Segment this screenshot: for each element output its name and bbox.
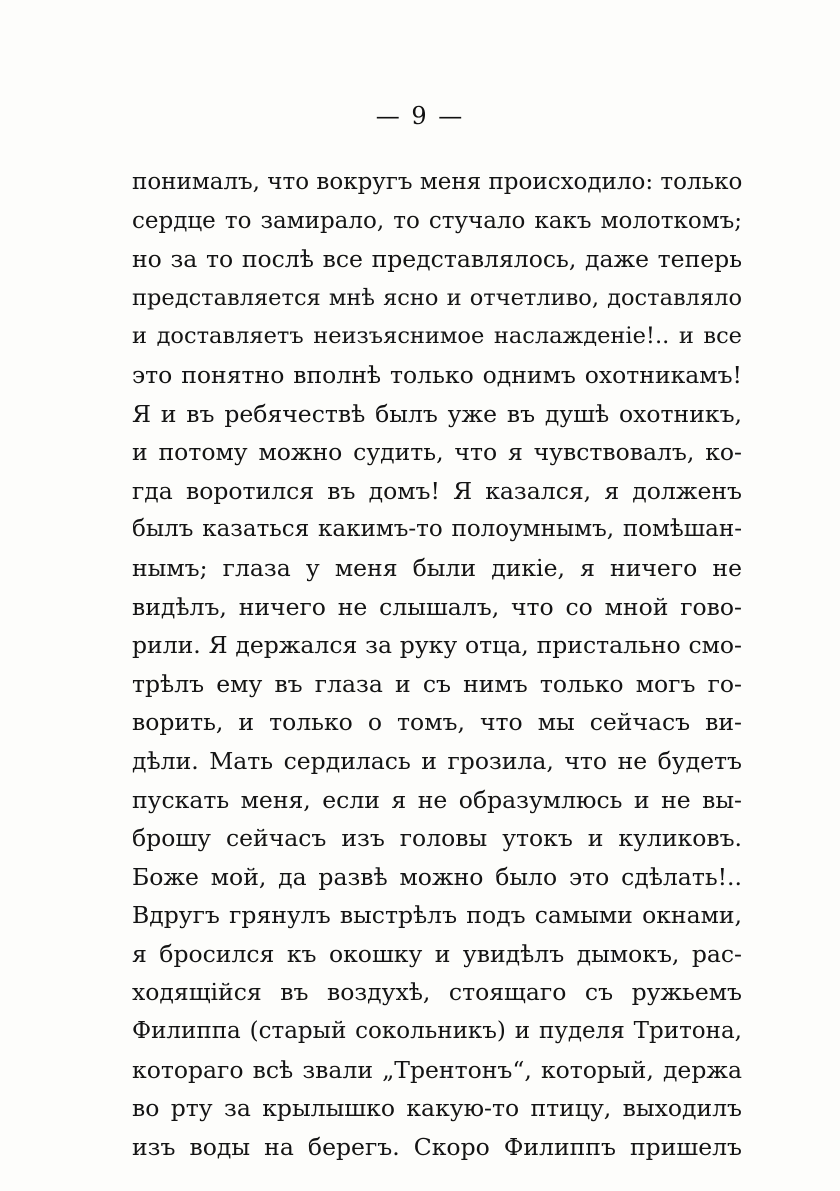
text-line: во рту за крылышко какую-то птицу, выходилъ <box>132 1094 742 1123</box>
text-line: и потому можно судить, что я чувствовалъ, ко- <box>132 438 742 467</box>
text-line: былъ казаться какимъ-то полоумнымъ, помѣшан- <box>132 516 742 543</box>
text-line: Я и въ ребячествѣ былъ уже въ душѣ охотникъ, <box>132 399 742 428</box>
text-line: брошу сейчасъ изъ головы утокъ и куликовъ. <box>132 824 742 853</box>
text-line: Вдругъ грянулъ выстрѣлъ подъ самыми окнами, <box>132 901 742 930</box>
text-line: пускать меня, если я не образумлюсь и не вы- <box>132 785 742 814</box>
text-line: гда воротился въ домъ! Я казался, я долженъ <box>132 476 742 505</box>
text-line: дѣли. Мать сердилась и грозила, что не будетъ <box>132 746 742 775</box>
page-number: — 9 — <box>375 102 465 130</box>
text-line: трѣлъ ему въ глаза и съ нимъ только могъ го- <box>132 669 742 698</box>
text-line: и доставляетъ неизъяснимое наслажденіе!.. и все <box>132 323 742 350</box>
text-line: представляется мнѣ ясно и отчетливо, доставляло <box>132 284 742 311</box>
text-line: сердце то замирало, то стучало какъ молоткомъ; <box>132 207 742 234</box>
text-line: котораго всѣ звали „Трентонъ“, который, держа <box>132 1055 742 1084</box>
text-line: изъ воды на берегъ. Скоро Филиппъ пришелъ <box>132 1132 742 1161</box>
text-line: Боже мой, да развѣ можно было это сдѣлать!.. <box>132 862 742 891</box>
text-line: ходящійся въ воздухѣ, стоящаго съ ружьемъ <box>132 978 742 1007</box>
body-text <box>132 163 742 1166</box>
text-line: я бросился къ окошку и увидѣлъ дымокъ, рас- <box>132 939 742 968</box>
text-line: Филиппа (старый сокольникъ) и пуделя Тритона, <box>132 1018 742 1045</box>
text-line: нымъ; глаза у меня были дикіе, я ничего не <box>132 553 742 582</box>
text-line: рили. Я держался за руку отца, пристально смо- <box>132 631 742 660</box>
text-line: понималъ, что вокругъ меня происходило: только <box>132 169 743 195</box>
text-line: видѣлъ, ничего не слышалъ, что со мной гово- <box>132 592 742 621</box>
text-line: ворить, и только о томъ, что мы сейчасъ ви- <box>132 708 742 737</box>
text-line: но за то послѣ все представлялось, даже теперь <box>132 245 742 274</box>
text-line: это понятно вполнѣ только однимъ охотникамъ! <box>132 360 742 389</box>
